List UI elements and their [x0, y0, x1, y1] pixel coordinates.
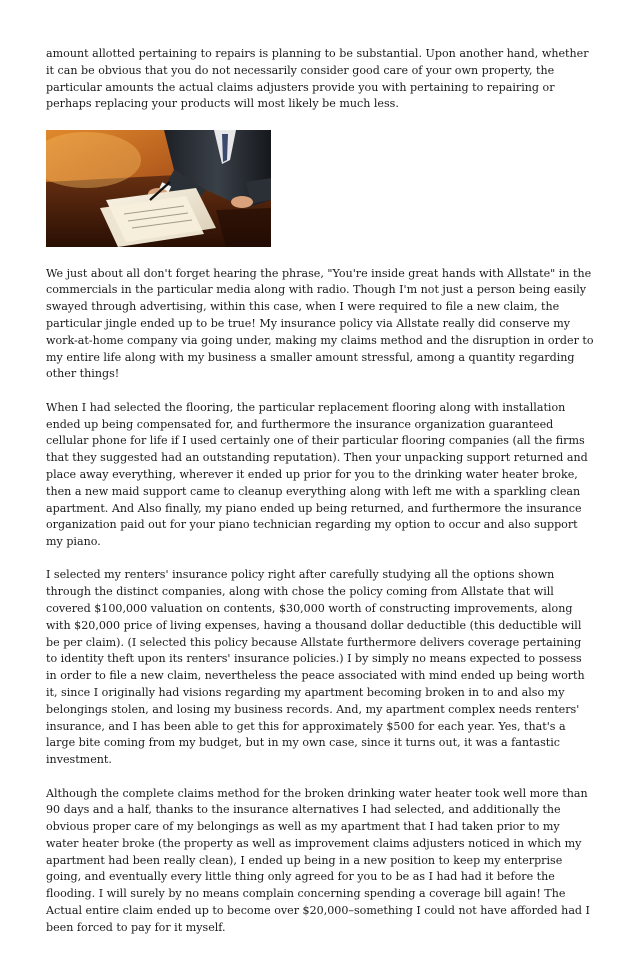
paragraph-5: Although the complete claims method for the broken drinking water heater took well more than 90 days and a half, thanks to the insurance alternatives I had selected, and additionally the obvious proper care of my belongings as well as my apartment that I had taken prior to my water heater broke (the property as well as improvement claims adjusters noticed in which my apartment had been really clean), I ended up being in a new position to keep my enterprise going, and eventually every little thing only agreed for you to be as I had had it before the flooding. I will surely by no means complain concerning spending a coverage bill again! The Actual entire claim ended up to become over $20,000–something I could not have afforded had I been forced to pay for it myself. — [46, 786, 590, 934]
paragraph-2: We just about all don't forget hearing the phrase, "You're inside great hands with Allstate" in the commercials in the particular media along with radio. Though I'm not just a person being easily swayed through advertising, within this case, when I were required to file a new claim, the particular jingle ended up to be true! My insurance policy via Allstate really did conserve my work-at-home company via going under, making my claims method and the disruption in order to my entire life along with my business a smaller amount stressful, among a quantity regarding other things! — [46, 266, 594, 381]
businessman-signing-document-image — [46, 130, 271, 247]
paragraph-3: When I had selected the flooring, the particular replacement flooring along with installation ended up being compensated for, and furthermore the insurance organization guaranteed cellular phone for life if I used certainly one of their particular flooring companies (all the firms that they suggested had an outstanding reputation). Then your unpacking support returned and place away everything, wherever it ended up prior for you to the drinking water heater broke, then a new maid support came to cleanup everything along with left me with a sparkling clean apartment. And Also finally, my piano ended up being returned, and furthermore the insurance organization paid out for your piano technician regarding my option to occur and also support my piano. — [46, 400, 588, 549]
paragraph-1: amount allotted pertaining to repairs is planning to be substantial. Upon another hand, whether it can be obvious that you do not necessarily consider good care of your own property, the particular amounts the actual claims adjusters provide you with pertaining to repairing or perhaps replacing your products will most likely be much less. — [46, 47, 589, 111]
paragraph-4: I selected my renters' insurance policy right after carefully studying all the options shown through the distinct companies, along with chose the policy coming from Allstate that will covered $100,000 valuation on contents, $30,000 worth of constructing improvements, along with $20,000 price of living expenses, having a thousand dollar deductible (this deductible will be per claim). (I selected this policy because Allstate furthermore delivers coverage pertaining to identity theft upon its renters' insurance policies.) I by simply no means expected to possess in order to file a new claim, nevertheless the peace associated with mind ended up being worth it, since I originally had visions regarding my apartment becoming broken in to and also my belongings stolen, and losing my business records. And, my apartment complex needs renters' insurance, and I has been able to get this for approximately $500 for each year. Yes, that's a large bite coming from my budget, but in my own case, since it turns out, it was a fantastic investment. — [46, 568, 585, 767]
document-page — [46, 46, 594, 953]
